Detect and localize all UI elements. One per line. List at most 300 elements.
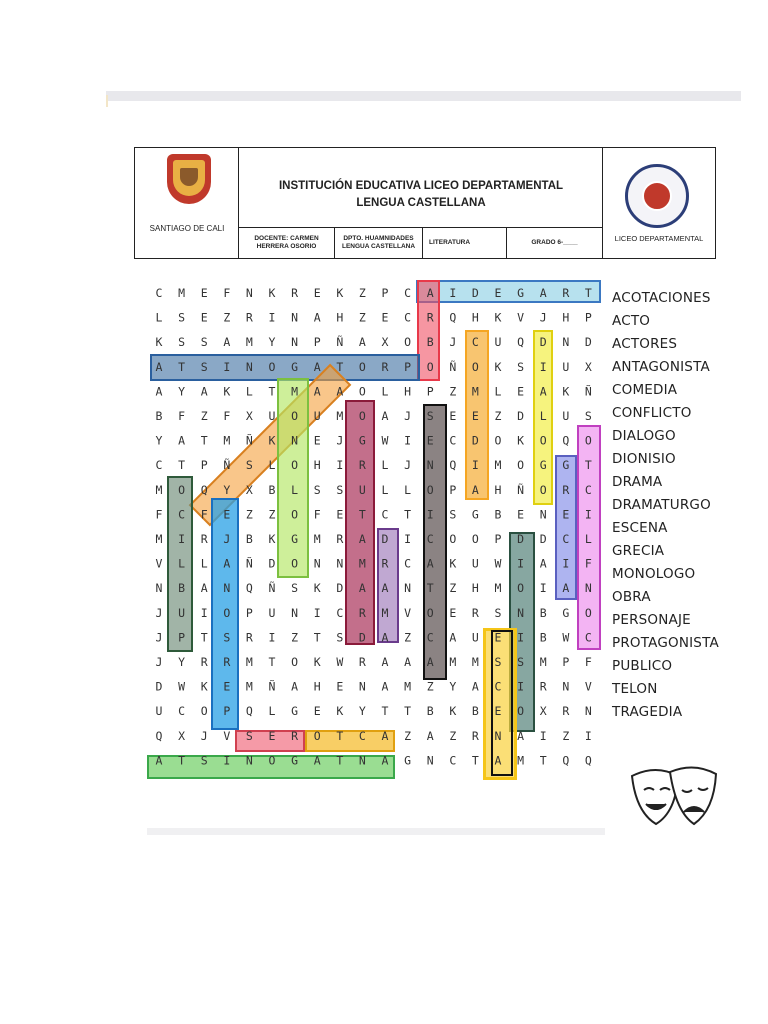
- grid-letter: O: [268, 359, 276, 374]
- grid-letter: N: [426, 458, 434, 473]
- grid-letter: Y: [155, 433, 163, 448]
- grid-letter: M: [517, 753, 525, 768]
- grid-letter: K: [494, 359, 502, 374]
- grid-letter: K: [200, 679, 208, 694]
- grid-letter: I: [404, 433, 412, 448]
- grid-letter: E: [449, 409, 457, 423]
- grid-letter: D: [539, 532, 547, 546]
- grid-letter: E: [223, 507, 231, 522]
- grid-letter: I: [584, 728, 592, 743]
- grid-letter: K: [517, 433, 525, 448]
- word-list-item: PERSONAJE: [612, 612, 691, 628]
- grid-letter: G: [404, 753, 412, 768]
- grid-letter: R: [358, 605, 366, 620]
- grid-letter: S: [245, 458, 253, 473]
- grid-letter: A: [539, 556, 547, 571]
- grid-letter: F: [584, 655, 592, 669]
- word-search-puzzle: [147, 280, 603, 783]
- grid-letter: O: [358, 359, 366, 374]
- word-list-item: TRAGEDIA: [612, 704, 683, 720]
- grid-letter: B: [268, 482, 276, 497]
- grid-letter: U: [471, 630, 479, 645]
- grid-letter: C: [404, 556, 412, 571]
- grid-letter: S: [178, 335, 186, 350]
- grid-letter: D: [539, 335, 547, 350]
- grid-letter: R: [358, 655, 366, 669]
- grid-letter: K: [336, 286, 344, 300]
- grid-letter: B: [426, 335, 434, 350]
- grid-letter: J: [155, 655, 163, 669]
- grid-letter: E: [426, 433, 434, 448]
- grid-letter: T: [381, 704, 389, 719]
- grid-letter: C: [336, 605, 344, 620]
- grid-letter: Q: [517, 335, 525, 350]
- grid-letter: R: [336, 532, 344, 546]
- grid-letter: C: [358, 728, 366, 743]
- grid-letter: Ñ: [584, 384, 592, 399]
- grid-letter: K: [313, 655, 321, 669]
- grid-letter: I: [223, 359, 231, 374]
- grid-letter: B: [178, 581, 186, 596]
- grid-letter: Z: [200, 409, 208, 423]
- grid-letter: L: [539, 409, 547, 423]
- grid-letter: N: [291, 335, 299, 350]
- grid-letter: R: [471, 728, 479, 743]
- grid-letter: A: [358, 581, 366, 596]
- grid-letter: C: [494, 679, 502, 694]
- grid-letter: G: [358, 433, 366, 448]
- grid-letter: I: [449, 286, 457, 300]
- grid-letter: S: [178, 310, 186, 325]
- grid-letter: O: [404, 335, 412, 350]
- grid-letter: I: [584, 507, 592, 522]
- grid-letter: O: [358, 384, 366, 399]
- grid-letter: R: [562, 704, 570, 719]
- grid-letter: H: [494, 482, 502, 497]
- grid-letter: S: [517, 359, 525, 374]
- grid-letter: I: [517, 679, 525, 694]
- grid-letter: Ñ: [336, 335, 344, 350]
- grid-letter: P: [426, 384, 434, 399]
- grid-letter: F: [155, 507, 163, 522]
- top-divider-tick: [106, 95, 108, 107]
- grid-letter: S: [494, 655, 502, 669]
- grid-letter: A: [449, 630, 457, 645]
- grid-letter: W: [562, 630, 570, 645]
- grid-letter: K: [449, 556, 457, 571]
- grid-letter: Z: [449, 728, 457, 743]
- grid-letter: L: [155, 310, 163, 325]
- grid-letter: Z: [404, 728, 412, 743]
- grid-letter: E: [200, 310, 208, 325]
- grid-letter: Ñ: [517, 482, 525, 497]
- grid-letter: Z: [449, 581, 457, 596]
- grid-letter: O: [426, 482, 434, 497]
- grid-letter: M: [336, 409, 344, 423]
- grid-letter: T: [336, 728, 344, 743]
- grid-letter: G: [562, 458, 570, 473]
- grid-letter: Z: [449, 384, 457, 399]
- grid-letter: S: [200, 753, 208, 768]
- grid-letter: I: [539, 728, 547, 743]
- grid-letter: C: [155, 458, 163, 473]
- grid-letter: E: [200, 286, 208, 300]
- grid-letter: G: [291, 704, 299, 719]
- grid-letter: A: [539, 384, 547, 399]
- word-list-item: PROTAGONISTA: [612, 635, 719, 651]
- grid-letter: N: [245, 753, 253, 768]
- grid-letter: A: [494, 753, 502, 768]
- grid-letter: A: [381, 630, 389, 645]
- grid-letter: I: [562, 556, 570, 571]
- grid-letter: M: [539, 655, 547, 669]
- grid-letter: E: [381, 310, 389, 325]
- grid-letter: B: [155, 409, 163, 423]
- grid-letter: K: [223, 384, 231, 399]
- grid-letter: V: [223, 728, 231, 743]
- grid-letter: S: [517, 655, 525, 669]
- city-label: SANTIAGO DE CALI: [149, 224, 225, 233]
- grid-letter: O: [223, 605, 231, 620]
- grid-letter: N: [155, 581, 163, 596]
- grid-letter: A: [426, 556, 434, 571]
- grid-letter: U: [562, 359, 570, 374]
- grid-letter: R: [381, 556, 389, 571]
- grid-letter: G: [291, 532, 299, 546]
- grid-letter: Q: [449, 458, 457, 473]
- grid-letter: D: [381, 532, 389, 546]
- grid-letter: Ñ: [268, 679, 276, 694]
- grid-letter: C: [449, 753, 457, 768]
- grid-letter: L: [268, 458, 276, 473]
- grid-letter: J: [449, 335, 457, 350]
- grid-letter: N: [584, 581, 592, 596]
- grid-letter: J: [200, 728, 208, 743]
- grid-letter: A: [223, 556, 231, 571]
- grid-letter: M: [245, 335, 253, 350]
- grid-letter: N: [562, 335, 570, 350]
- grid-letter: A: [562, 581, 570, 596]
- grid-letter: E: [336, 679, 344, 694]
- subject-title: LENGUA CASTELLANA: [356, 197, 486, 209]
- grid-letter: T: [471, 753, 479, 768]
- grid-letter: U: [268, 605, 276, 620]
- grid-letter: G: [291, 359, 299, 374]
- grid-letter: M: [155, 482, 163, 497]
- grid-letter: O: [178, 482, 186, 497]
- grid-letter: R: [562, 482, 570, 497]
- grid-letter: X: [245, 482, 253, 497]
- grid-letter: N: [539, 507, 547, 522]
- grid-letter: I: [268, 630, 276, 645]
- grid-letter: R: [358, 458, 366, 473]
- grid-letter: W: [494, 556, 502, 571]
- grid-letter: U: [268, 409, 276, 423]
- grid-letter: O: [471, 359, 479, 374]
- grid-letter: Ñ: [449, 359, 457, 374]
- grid-letter: L: [381, 384, 389, 399]
- grid-letter: T: [178, 458, 186, 473]
- grid-letter: O: [584, 605, 592, 620]
- grid-letter: J: [155, 605, 163, 620]
- grid-letter: N: [291, 433, 299, 448]
- grid-letter: U: [471, 556, 479, 571]
- grid-letter: Ñ: [245, 556, 253, 571]
- grid-letter: E: [494, 286, 502, 300]
- grid-letter: X: [245, 409, 253, 423]
- grid-letter: Q: [155, 728, 163, 743]
- grid-letter: O: [291, 507, 299, 522]
- grid-letter: C: [449, 433, 457, 448]
- grid-letter: Ñ: [245, 433, 253, 448]
- grid-letter: N: [336, 556, 344, 571]
- teacher-cell: DOCENTE: CARMEN HERRERA OSORIO: [239, 228, 335, 258]
- grid-letter: O: [313, 728, 321, 743]
- grid-letter: K: [494, 310, 502, 325]
- grid-letter: B: [494, 507, 502, 522]
- grid-letter: A: [155, 384, 163, 399]
- grid-letter: Y: [268, 335, 276, 350]
- grid-letter: P: [245, 605, 253, 620]
- grid-letter: R: [245, 630, 253, 645]
- word-list-item: DIALOGO: [612, 428, 676, 444]
- grid-letter: I: [268, 310, 276, 325]
- grid-letter: L: [268, 704, 276, 719]
- grid-letter: Q: [562, 753, 570, 768]
- grid-letter: J: [336, 433, 344, 448]
- top-divider-bar: [106, 91, 741, 101]
- grid-letter: N: [245, 359, 253, 374]
- grid-letter: O: [200, 704, 208, 719]
- grid-letter: I: [426, 507, 434, 522]
- school-logo-cell: [603, 148, 715, 258]
- grid-letter: A: [404, 655, 412, 669]
- grid-letter: C: [178, 704, 186, 719]
- grid-letter: E: [336, 507, 344, 522]
- grid-letter: I: [517, 556, 525, 571]
- grid-letter: T: [336, 359, 344, 374]
- grid-letter: S: [313, 482, 321, 497]
- grid-letter: T: [404, 704, 412, 719]
- grid-letter: Q: [200, 482, 208, 497]
- grid-letter: I: [404, 532, 412, 546]
- grid-letter: E: [562, 507, 570, 522]
- grid-letter: H: [313, 679, 321, 694]
- grid-letter: X: [539, 704, 547, 719]
- grid-letter: A: [517, 728, 525, 743]
- grid-letter: P: [178, 630, 186, 645]
- bottom-divider-bar: [147, 828, 605, 835]
- grid-letter: E: [268, 728, 276, 743]
- grid-letter: F: [223, 286, 231, 300]
- grid-letter: T: [313, 630, 321, 645]
- grid-letter: H: [336, 310, 344, 325]
- grid-letter: Z: [291, 630, 299, 645]
- grid-letter: M: [358, 556, 366, 571]
- grid-letter: W: [381, 433, 389, 448]
- grid-letter: A: [381, 753, 389, 768]
- grid-letter: F: [200, 507, 208, 522]
- grid-letter: I: [313, 605, 321, 620]
- grid-letter: C: [155, 286, 163, 300]
- grid-letter: L: [381, 458, 389, 473]
- grid-letter: N: [404, 581, 412, 596]
- grid-letter: D: [268, 556, 276, 571]
- grid-letter: A: [426, 655, 434, 669]
- grid-letter: Z: [358, 286, 366, 300]
- institution-title: INSTITUCIÓN EDUCATIVA LICEO DEPARTAMENTAL: [278, 180, 564, 192]
- grid-letter: I: [471, 458, 479, 473]
- grid-letter: I: [539, 359, 547, 374]
- grid-letter: A: [426, 728, 434, 743]
- grid-letter: S: [291, 581, 299, 596]
- grid-letter: Q: [449, 310, 457, 325]
- grid-letter: P: [449, 482, 457, 497]
- grid-letter: Ñ: [223, 458, 231, 473]
- grid-letter: D: [517, 409, 525, 423]
- word-list-item: DRAMATURGO: [612, 497, 711, 513]
- grid-letter: M: [223, 433, 231, 448]
- grid-letter: R: [426, 310, 434, 325]
- document-header: [134, 147, 716, 259]
- school-emblem-center: [642, 181, 672, 211]
- word-list-item: OBRA: [612, 589, 651, 605]
- grid-letter: H: [471, 310, 479, 325]
- city-shield-icon: [167, 154, 211, 204]
- grid-letter: Z: [358, 310, 366, 325]
- grid-letter: O: [539, 482, 547, 497]
- grid-letter: P: [562, 655, 570, 669]
- grid-letter: J: [155, 630, 163, 645]
- grid-letter: K: [268, 433, 276, 448]
- school-emblem-icon: [625, 164, 689, 228]
- grid-letter: T: [358, 507, 366, 522]
- grid-letter: N: [245, 286, 253, 300]
- department-cell: DPTO. HUAMNIDADES LENGUA CASTELLANA: [335, 228, 423, 258]
- grid-letter: K: [155, 335, 163, 350]
- grid-letter: A: [381, 728, 389, 743]
- letter-grid: [147, 280, 603, 783]
- grid-letter: T: [178, 359, 186, 374]
- grid-letter: Z: [223, 310, 231, 325]
- grid-letter: M: [381, 605, 389, 620]
- grid-letter: L: [404, 482, 412, 497]
- word-list-item: TELON: [612, 681, 658, 697]
- grid-letter: K: [562, 384, 570, 399]
- grid-letter: R: [562, 286, 570, 300]
- grid-letter: O: [584, 433, 592, 448]
- grid-letter: X: [178, 728, 186, 743]
- grid-letter: J: [404, 409, 412, 423]
- grid-letter: A: [358, 335, 366, 350]
- grid-letter: F: [313, 507, 321, 522]
- grid-letter: A: [381, 409, 389, 423]
- grid-letter: C: [562, 532, 570, 546]
- grid-letter: R: [471, 605, 479, 620]
- grid-letter: A: [223, 335, 231, 350]
- grid-letter: F: [584, 556, 592, 571]
- grid-letter: M: [245, 679, 253, 694]
- grid-letter: X: [381, 335, 389, 350]
- grid-letter: H: [471, 581, 479, 596]
- grid-letter: P: [381, 286, 389, 300]
- grid-letter: M: [313, 532, 321, 546]
- grid-letter: A: [336, 384, 344, 399]
- grid-letter: S: [200, 359, 208, 374]
- grid-letter: B: [539, 605, 547, 620]
- grid-letter: T: [426, 581, 434, 596]
- word-list-item: ANTAGONISTA: [612, 359, 710, 375]
- grid-letter: S: [200, 335, 208, 350]
- grid-letter: Y: [178, 384, 186, 399]
- grid-letter: N: [291, 310, 299, 325]
- grid-letter: P: [584, 310, 592, 325]
- grid-letter: J: [404, 458, 412, 473]
- grid-letter: O: [494, 433, 502, 448]
- grid-letter: A: [200, 384, 208, 399]
- grid-letter: M: [155, 532, 163, 546]
- grid-letter: B: [426, 704, 434, 719]
- grid-letter: A: [313, 384, 321, 399]
- grid-letter: A: [291, 679, 299, 694]
- grid-letter: C: [381, 507, 389, 522]
- grid-letter: T: [178, 753, 186, 768]
- grid-letter: A: [313, 753, 321, 768]
- grid-letter: M: [471, 384, 479, 399]
- grid-letter: E: [517, 507, 525, 522]
- grid-letter: B: [471, 704, 479, 719]
- grid-letter: S: [426, 409, 434, 423]
- grid-letter: N: [291, 605, 299, 620]
- grid-letter: I: [539, 581, 547, 596]
- grid-letter: A: [358, 532, 366, 546]
- grid-letter: E: [494, 704, 502, 719]
- grid-letter: C: [404, 286, 412, 300]
- grid-letter: P: [200, 458, 208, 473]
- word-list-item: ACTO: [612, 313, 651, 329]
- grid-letter: H: [313, 458, 321, 473]
- grid-letter: C: [404, 310, 412, 325]
- grid-letter: S: [223, 630, 231, 645]
- grid-letter: R: [539, 679, 547, 694]
- grid-letter: Z: [404, 630, 412, 645]
- grid-letter: J: [223, 532, 231, 546]
- grid-letter: D: [471, 286, 479, 300]
- grid-letter: U: [155, 704, 163, 719]
- grid-letter: Z: [562, 728, 570, 743]
- grid-letter: T: [336, 753, 344, 768]
- grid-letter: A: [426, 286, 434, 300]
- grid-letter: G: [562, 605, 570, 620]
- grid-letter: Y: [358, 704, 366, 719]
- grid-letter: I: [517, 630, 525, 645]
- grid-letter: M: [291, 384, 299, 399]
- grid-letter: P: [313, 335, 321, 350]
- grid-letter: O: [291, 655, 299, 669]
- grid-letter: O: [517, 458, 525, 473]
- grid-letter: O: [539, 433, 547, 448]
- grid-letter: Z: [245, 507, 253, 522]
- grid-letter: Y: [178, 655, 186, 669]
- grid-letter: T: [268, 384, 276, 399]
- grid-letter: G: [471, 507, 479, 522]
- grid-letter: O: [426, 605, 434, 620]
- grid-letter: O: [449, 532, 457, 546]
- grid-letter: P: [404, 359, 412, 374]
- grid-letter: T: [539, 753, 547, 768]
- word-list-item: GRECIA: [612, 543, 665, 559]
- grid-letter: A: [381, 581, 389, 596]
